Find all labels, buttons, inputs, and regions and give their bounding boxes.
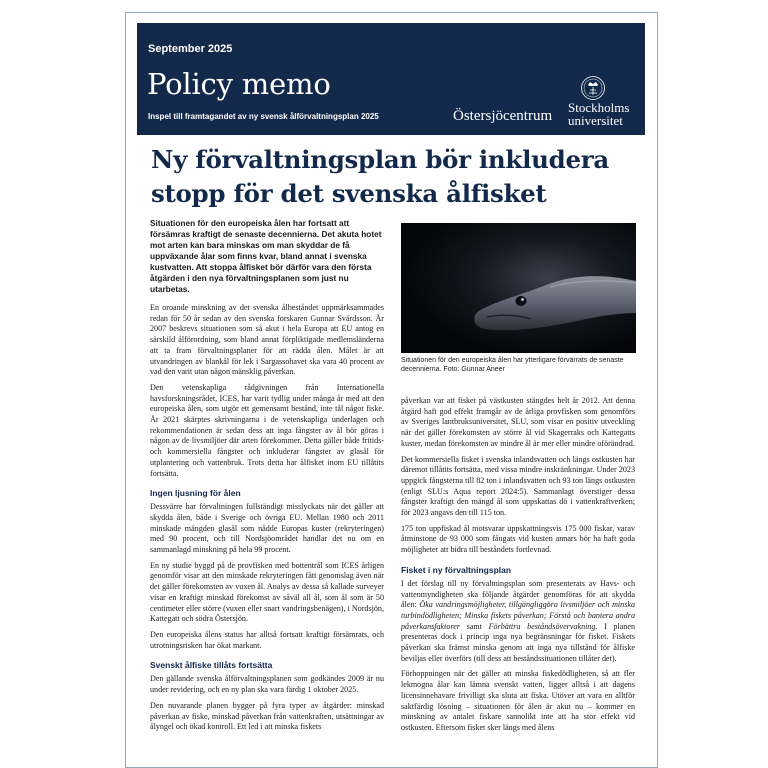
section-heading: Svenskt ålfiske tillåts fortsätta	[150, 660, 273, 671]
paragraph: påverkan var att fisket på västkusten stängdes helt år 2012. Att denna åtgärd haft god effekt framgår av de årliga provfisken som genomförs av Sveriges lantbruksuniversitet, SLU, som visar en positiv utveckling när det gäller förekomsten av större ål vid Skagerraks och Kattegatts kuster, medan förekomsten av mindre ål är mer eller mindre oförändrad.	[401, 396, 635, 448]
paragraph: Den europeiska ålens status har alltså fortsatt kraftigt försämrats, och utrotningsrisken har ökat markant.	[150, 629, 384, 650]
paragraph: Den gällande svenska ålförvaltningsplanen som godkändes 2009 är nu under revidering, och en ny plan ska vara färdig 1 oktober 2025.	[150, 674, 384, 695]
paragraph: Det kommersiella fisket i svenska inlandsvatten och längs ostkusten har däremot tillåtits fortsätta, med vissa mindre inskränkningar. Under 2023 uppgick fångsterna till 82 ton i inlandsvatten och 93 ton längs ostkusten (enligt SLU:s Aqua report 2024:5). Sammanlagt överstiger dessa fångster kraftigt den mängd ål som uppskattas dö i vattenkraftverken; för 2023 angavs den till 115 ton.	[401, 454, 635, 518]
column-left	[150, 218, 384, 738]
column-right	[401, 396, 635, 739]
university-crest-icon	[580, 75, 606, 101]
stockholms-universitet-logo: Stockholms universitet	[568, 100, 630, 128]
headline: Ny förvaltningsplan bör inkludera stopp för det svenska ålfisket	[151, 145, 609, 208]
paragraph: En oroande minskning av det svenska ålbeståndet uppmärksammades redan för 50 år sedan av den svenska forskaren Gunnar Svärdsson. År 2007 beskrevs situationen som så akut i hela Europa att EU antog en särskild ålförordning, som bland annat förpliktigade medlemsländerna att ta fram förvaltningsplaner för att rädda ålen. Målet är att utvandringen av blankål för lek i Sargassohavet ska vara 40 procent av vad den varit utan någon mänsklig påverkan.	[150, 303, 384, 377]
eel-illustration	[401, 223, 636, 353]
paragraph: En ny studie byggd på de provfisken med bottentrål som ICES årligen genomför visar att den minskade rekryteringen fått genomslag även när det gäller förekomsten av vuxen ål. Analys av dessa så kallade surveyer visar en kraftigt minskad förekomst av såväl all ål, som ål som är 50 centimeter eller större (vuxen eller snart vandringsbenägen), i Nordsjön, Kattegatt och södra Östersjön.	[150, 560, 384, 624]
memo-title: Policy memo	[147, 67, 331, 101]
header-banner	[137, 23, 645, 135]
paragraph: Förhoppningen när det gäller att minska fiskedödligheten, så att fler lekmogna ålar kan lämna svenskt vatten, ligger alltså i att dagens licensinnehavare frivilligt ska sluta att fiska. Utöver att vara en alltför saktfärdig lösning – situationen för ålen är akut nu – kommer en minskning av antalet fiskare sannolikt inte att ha stor effekt vid ostkusten. Eftersom fisket sker längs med ålens	[401, 669, 635, 732]
section-heading: Fisket i ny förvaltningsplan	[401, 564, 512, 575]
eel-photo	[401, 223, 636, 353]
paragraph: Den vetenskapliga rådgivningen från Internationella havsforskningsrådet, ICES, har varit tydlig under många år med att den europeiska ålen, som utgör ett gemensamt bestånd, inte tål något fiske. År 2021 skärptes skrivningarna i de vetenskapliga underlagen och rekommendationen är sedan dess att inga fångster av ål bör göras i någon av de livsmiljöer där arten förekommer. Detta gäller både fritids- och kommersiella fångster och inkluderar fångster av glasål för utplantering och vattenbruk. Trots detta har ålfisket inom EU tillåtits fortsätta.	[150, 382, 384, 478]
paragraph: 175 ton uppfiskad ål motsvarar uppskattningsvis 175 000 fiskar, varav åtminstone de 93 000 som fångats vid kusten annars bör ha haft goda möjligheter att bidra till beståndets fortlevnad.	[401, 523, 635, 555]
policy-memo-page	[125, 12, 658, 768]
paragraph: Dessvärre har förvaltningen fullständigt misslyckats när det gäller att skydda ålen, både i Sverige och övriga EU. Mellan 1980 och 2011 minskade mängden glasål som nådde Europas kuster (rekryteringen) med 90 procent, och till Nordsjöområdet handlar det nu om en sammanlagd minskning på hela 99 procent.	[150, 502, 384, 555]
photo-caption: Situationen för den europeiska ålen har ytterligare förvärrats de senaste decennierna. Foto: Gunnar Aneer	[401, 357, 624, 373]
memo-subtitle: Inspel till framtagandet av ny svensk ålförvaltningsplan 2025	[148, 112, 379, 121]
ostersjocentrum-logo: Östersjöcentrum	[453, 108, 553, 124]
lead-paragraph: Situationen för den europeiska ålen har fortsatt att försämras kraftigt de senaste decennierna. Det akuta hotet mot arten kan bara minskas om man skyddar de få uppväxande ålar som finns kvar, bland annat i svenska kustvatten. Att stoppa ålfisket bör därför vara den första åtgärden i den nya förvaltningsplanen som just nu utarbetas.	[150, 218, 382, 294]
paragraph: I det förslag till ny förvaltningsplan som presenterats av Havs- och vattenmyndigheten ska följande åtgärder genomföras för att skydda ålen: Öka vandringsmöjligheter, tillgängliggöra livsmiljöer och minska turbindödligheten; Minska fiskets påverkan; Förstå och bantera andra påverkansfaktorer samt Förbättra beståndsövervakning. I planen presenteras dock i princip inga nya begränsningar för fisket. Fiskets påverkan ska främst minska genom att inga nya tillstånd för ålfiske beviljas eller överförs (till dess att beståndssituationen tillåter det).	[401, 578, 635, 663]
memo-date: September 2025	[148, 43, 233, 55]
section-heading: Ingen ljusning för ålen	[150, 488, 241, 499]
paragraph: Den nuvarande planen bygger på fyra typer av åtgärder: minskad påverkan av fiske, minskad påverkan från vattenkraften, utsättningar av ålyngel och ökad kontroll. Ett led i att minska fiskets	[150, 700, 384, 732]
